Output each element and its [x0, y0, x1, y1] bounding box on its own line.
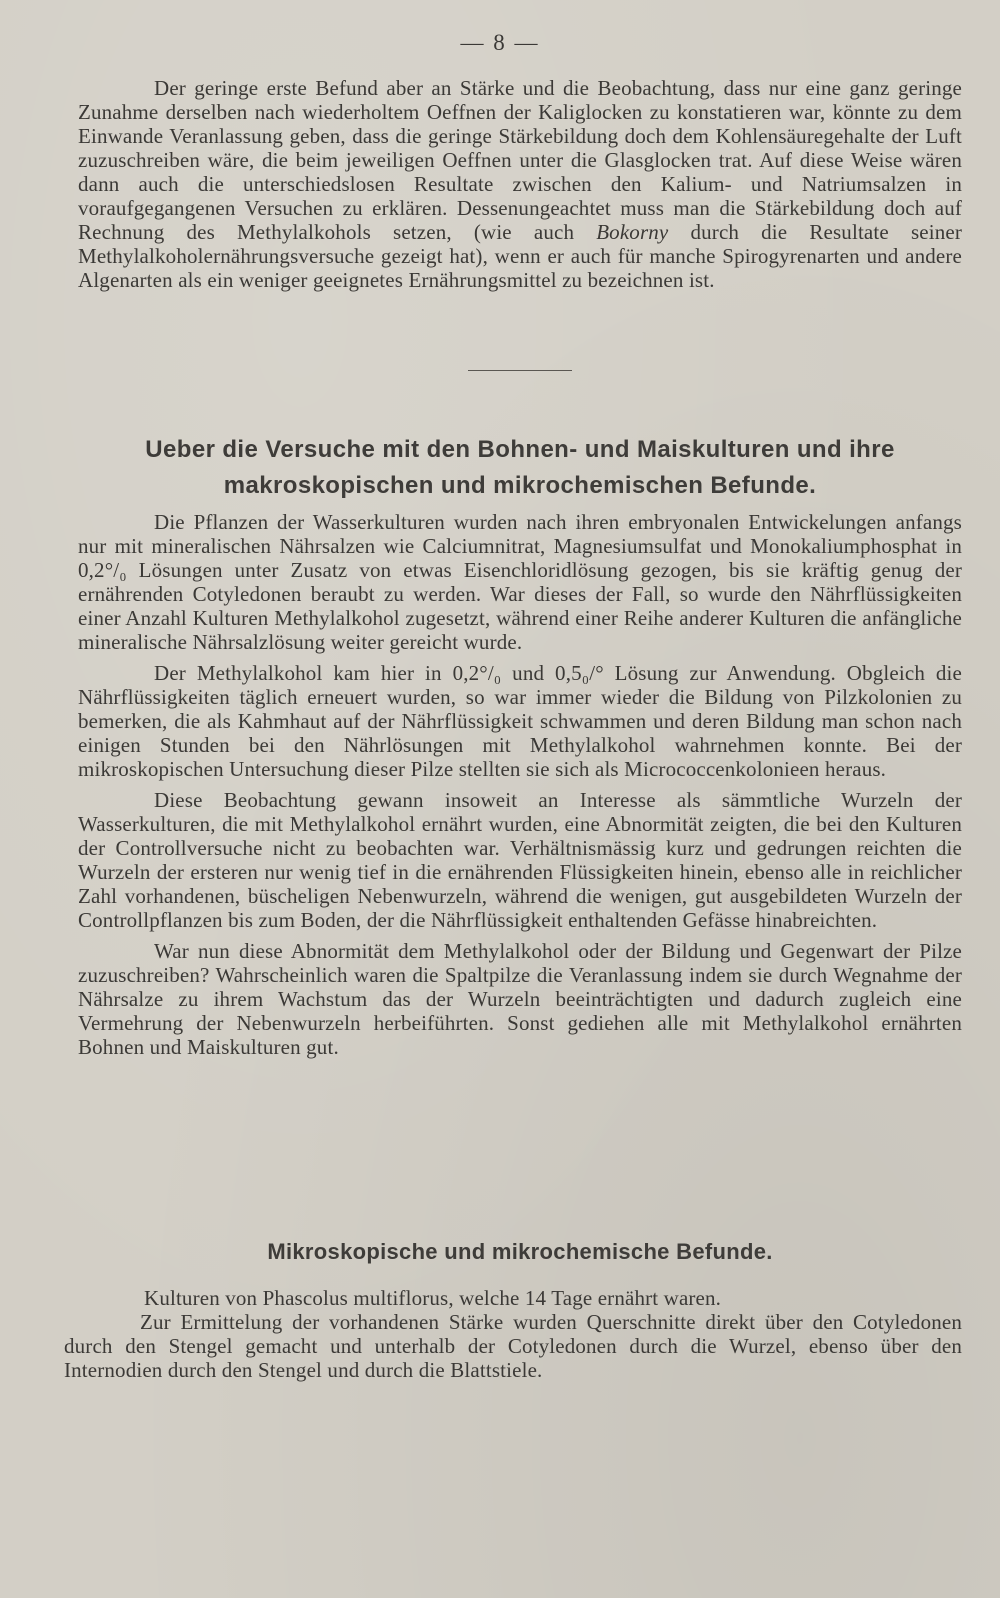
paragraph: Diese Beobachtung gewann insoweit an Interesse als sämmtliche Wurzeln der Wasserkulturen, die mit Methylalkohol ernährt wurden, eine Abnormität zeigten, die bei den Kulturen der Controllversuche nicht zu beobachten war. Verhältnismässig kurz und gedrungen reichten die Wurzeln der ersteren nur wenig tief in die ernährenden Flüssigkeiten hinein, ebenso alle in reichlicher Zahl vorhandenen, büscheligen Nebenwurzeln, während die wenigen, gut ausgebildeten Wurzeln der Controllpflanzen bis zum Boden, der die Nährflüssigkeit enthaltenden Gefässe hinabreichten.: [78, 788, 962, 932]
author-name: Bokorny: [596, 220, 669, 244]
paragraph: Zur Ermittelung der vorhandenen Stärke wurden Querschnitte direkt über den Cotyledonen durch den Stengel gemacht und unterhalb der Cotyledonen durch die Wurzel, ebenso über den Internodien durch den Stengel und durch die Blattstiele.: [64, 1310, 962, 1382]
paragraph: Kulturen von Phascolus multiflorus, welche 14 Tage ernährt waren.: [144, 1286, 722, 1310]
paragraph: Der Methylalkohol kam hier in 0,2°/₀ und 0,5₀/° Lösung zur Anwendung. Obgleich die Nährflüssigkeiten täglich erneuert wurden, so war immer wieder die Bildung von Pilzkolonien zu bemerken, die als Kahmhaut auf der Nährflüssigkeit schwammen und deren Bildung man schon nach einigen Stunden bei den Nährlösungen mit Methylalkohol wahrnehmen konnte. Bei der mikroskopischen Untersuchung dieser Pilze stellten sie sich als Micrococcenkolonieen heraus.: [78, 661, 962, 781]
section-heading-befunde: Mikroskopische und mikrochemische Befunde.: [267, 1239, 773, 1264]
intro-section: [78, 76, 962, 292]
page-number: — 8 —: [460, 30, 540, 55]
section-heading-versuche: [78, 432, 962, 504]
section-divider: [468, 370, 572, 371]
intro-paragraph: [78, 76, 962, 292]
paragraph: Die Pflanzen der Wasserkulturen wurden nach ihren embryonalen Entwickelungen anfangs nur mit mineralischen Nährsalzen wie Calciumnitrat, Magnesiumsulfat und Monokaliumphosphat in 0,2°/₀ Lösungen unter Zusatz von etwas Eisenchloridlösung gezogen, bis sie kräftig genug der ernährenden Cotyledonen beraubt zu werden. War dieses der Fall, so wurde den Nährflüssigkeiten einer Anzahl Kulturen Methylalkohol zugesetzt, während einer Reihe anderer Kulturen die anfängliche mineralische Nährsalzlösung weiter gereicht wurde.: [78, 510, 962, 654]
intro-text-end: durch die Resultate seiner Methylalkoholernährungsversuche gezeigt hat), wenn er auch für manche Spirogyrenarten und andere Algenarten als ein weniger geeignetes Ernährungsmittel zu bezeichnen ist.: [78, 220, 962, 292]
heading-line-1: Ueber die Versuche mit den Bohnen- und Maiskulturen und ihre: [145, 436, 895, 463]
section-befunde-body: [64, 1286, 962, 1382]
section-versuche-body: [78, 510, 962, 1059]
paragraph: War nun diese Abnormität dem Methylalkohol oder der Bildung und Gegenwart der Pilze zuzuschreiben? Wahrscheinlich waren die Spaltpilze die Veranlassung indem sie durch Wegnahme der Nährsalze zu ihrem Wachstum das der Wurzeln beeinträchtigten und dadurch zugleich eine Vermehrung der Nebenwurzeln herbeiführten. Sonst gediehen alle mit Methylalkohol ernährten Bohnen und Maiskulturen gut.: [78, 939, 962, 1059]
heading-line-2: makroskopischen und mikrochemischen Befunde.: [223, 472, 817, 499]
intro-text: Der geringe erste Befund aber an Stärke und die Beobachtung, dass nur eine ganz geringe Zunahme derselben nach wiederholtem Oeffnen der Kaliglocken zu konstatieren war, könnte zu dem Einwande Veranlassung geben, dass die geringe Stärkebildung doch dem Kohlensäuregehalte der Luft zuzuschreiben wäre, die beim jeweiligen Oeffnen unter die Glasglocken trat. Auf diese Weise wären dann auch die unterschiedslosen Resultate zwischen den Kalium- und Natriumsalzen in voraufgegangenen Versuchen zu erklären. Dessenungeachtet muss man die Stärkebildung doch auf Rechnung des Methylalkohols setzen, (wie auch: [78, 76, 962, 244]
